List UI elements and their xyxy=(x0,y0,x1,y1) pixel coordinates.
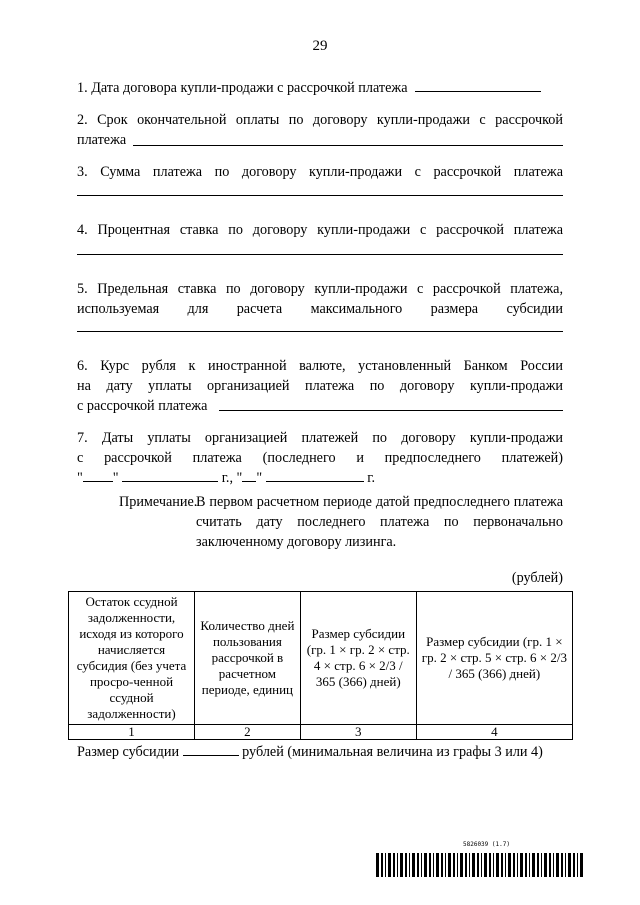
item-6-blank xyxy=(219,410,563,411)
item-7-line-2: с рассрочкой платежа (последнего и предпоследнего платежей) xyxy=(77,450,563,466)
item-2-text: платежа xyxy=(77,132,127,148)
item-7-line-1: 7. Даты уплаты организацией платежей по договору купли-продажи xyxy=(77,430,563,446)
subsidy-size-line xyxy=(77,742,543,762)
date-quote-1: " xyxy=(77,470,83,486)
table-number-row xyxy=(69,725,573,740)
item-1-text: 1. Дата договора купли-продажи с рассрочкой платежа xyxy=(77,80,408,96)
col-number-4: 4 xyxy=(416,725,572,740)
item-6-line-2: на дату уплаты организацией платежа по договору купли-продажи xyxy=(77,378,563,394)
date-1-day-blank xyxy=(83,468,113,482)
date-2-month-blank xyxy=(266,468,364,482)
item-2-line-2 xyxy=(77,130,563,150)
date-1-month-blank xyxy=(122,468,218,482)
barcode-label: 5826039 (1.7) xyxy=(463,841,510,848)
barcode-image xyxy=(376,853,584,877)
col-number-3: 3 xyxy=(300,725,416,740)
subsidy-size-label: Размер субсидии xyxy=(77,744,180,760)
item-3-text: 3. Сумма платежа по договору купли-продажи с рассрочкой платежа xyxy=(77,164,563,180)
item-1 xyxy=(77,78,563,98)
note-text: В первом расчетном периоде датой предпоследнего платежа считать дату последнего платежа по первоначально заключенному договору лизинга. xyxy=(196,494,563,550)
table-header-row xyxy=(69,592,573,725)
item-3-blank xyxy=(77,195,563,196)
item-5-line-1: 5. Предельная ставка по договору купли-продажи с рассрочкой платежа, xyxy=(77,281,563,297)
item-6-line-1: 6. Курс рубля к иностранной валюте, установленный Банком России xyxy=(77,358,563,374)
subsidy-size-note: рублей (минимальная величина из графы 3 или 4) xyxy=(242,744,543,760)
units-label: (рублей) xyxy=(511,570,563,586)
page-number: 29 xyxy=(312,38,328,54)
item-5-line-2: используемая для расчета максимального размера субсидии xyxy=(77,301,563,317)
subsidy-size-blank xyxy=(183,742,239,756)
item-1-blank xyxy=(415,78,541,92)
note-label: Примечание. xyxy=(119,494,198,510)
item-6-line-3: с рассрочкой платежа xyxy=(77,398,208,414)
header-col-3: Размер субсидии (гр. 1 × гр. 2 × стр. 4 × стр. 6 × 2/3 / 365 (366) дней) xyxy=(300,592,416,725)
date-quote-2: " xyxy=(112,470,119,486)
item-4-text: 4. Процентная ставка по договору купли-продажи с рассрочкой платежа xyxy=(77,222,563,238)
header-col-2: Количество дней пользования рассрочкой в расчетном периоде, единиц xyxy=(195,592,301,725)
item-2-line-1: 2. Срок окончательной оплаты по договору купли-продажи с рассрочкой xyxy=(77,112,563,128)
item-7-dates xyxy=(77,468,563,488)
date-2-year-suffix: г. xyxy=(367,470,375,486)
col-number-2: 2 xyxy=(195,725,301,740)
col-number-1: 1 xyxy=(69,725,195,740)
item-2-blank xyxy=(133,145,563,146)
item-5-blank xyxy=(77,331,563,332)
header-col-1: Остаток ссудной задолженности, исходя из которого начисляется субсидия (без учета просро-ченной ссудной задолженности) xyxy=(69,592,195,725)
date-quote-3: " xyxy=(256,470,263,486)
date-2-day-blank xyxy=(242,468,256,482)
header-col-4: Размер субсидии (гр. 1 × гр. 2 × стр. 5 × стр. 6 × 2/3 / 365 (366) дней) xyxy=(416,592,572,725)
date-1-year-suffix: г., " xyxy=(221,470,243,486)
subsidy-table xyxy=(68,591,573,740)
item-4-blank xyxy=(77,254,563,255)
